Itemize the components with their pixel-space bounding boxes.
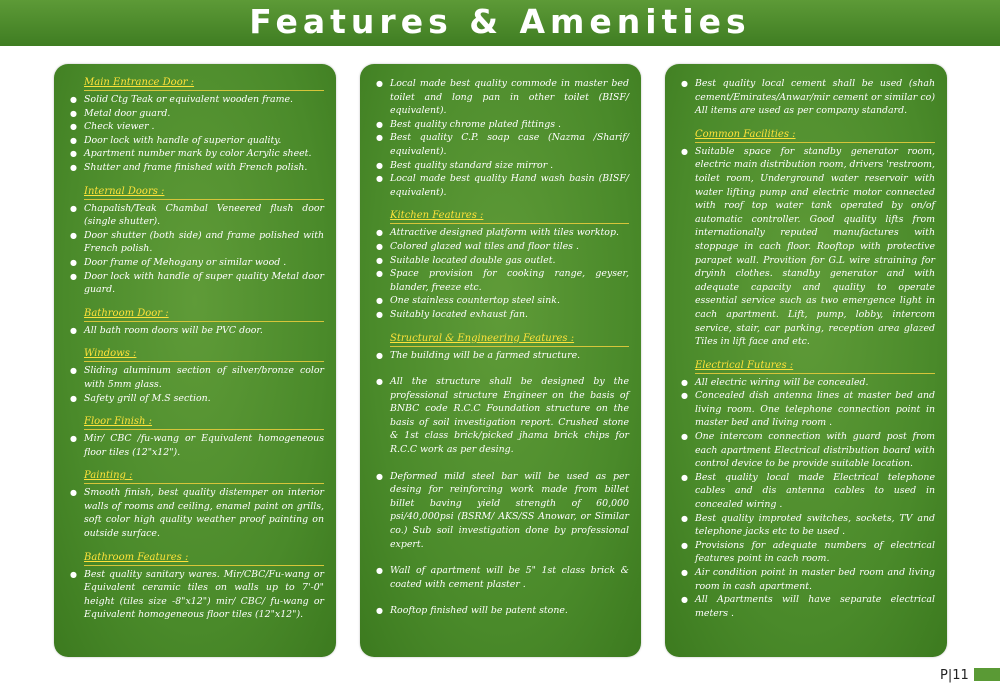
list-cement [679,77,935,118]
list-item: ● Local made best quality commode in master bed toilet and long pan in other toilet (BISF/ equivalent). [374,77,629,118]
column-1-panel [54,64,336,657]
list-structural-engineering [374,349,629,619]
section-title-kitchen-features: Kitchen Features : [390,210,629,224]
list-electrical-futures [679,376,935,621]
list-item: ● Apartment number mark by color Acrylic sheet. [68,147,324,161]
list-floor-finish [68,432,324,459]
list-item: ● All electric wiring will be concealed. [679,376,935,390]
list-item: ● Chapalish/Teak Chambal Veneered flush door (single shutter). [68,202,324,229]
page-title: Features & Amenities [249,2,751,41]
list-item: ● Sliding aluminum section of silver/bronze color with 5mm glass. [68,364,324,391]
list-item: ● Door frame of Mehogany or similar wood . [68,256,324,270]
list-item: ● Best quality C.P. soap case (Nazma /Sharif/ equivalent). [374,131,629,158]
list-item: ● Best quality improted switches, sockets, TV and telephone jacks etc to be used . [679,512,935,539]
list-item: ● Suitable located double gas outlet. [374,254,629,268]
list-common-facilities [679,145,935,349]
section-title-floor-finish: Floor Finish : [84,416,324,430]
list-item: ● All the structure shall be designed by the professional structure Engineer on the basis of BNBC code R.C.C Foundation structure on the basis of soil investigation report. Crushed stone & 1st class brick/picked jhama brick chips for R.C.C work as per desing. [374,375,629,457]
list-item: ● Best quality sanitary wares. Mir/CBC/Fu-wang or Equivalent ceramic tiles on walls up to 7'-0" height (tiles size -8"x12") mir/ CBC/ fu-wang or Equivalent homogeneous floor tiles (12"x12"). [68,568,324,622]
section-title-bathroom-door: Bathroom Door : [84,308,324,322]
column-3-panel [665,64,947,657]
list-item: ● Best quality local made Electrical telephone cables and dis antenna cables to used in concealed wiring . [679,471,935,512]
list-item: ● Check viewer . [68,120,324,134]
list-item: ● All bath room doors will be PVC door. [68,324,324,338]
section-title-internal-doors: Internal Doors : [84,186,324,200]
list-item: ● Shutter and frame finished with French polish. [68,161,324,175]
list-item: ● All Apartments will have separate electrical meters . [679,593,935,620]
list-item: ● Best quality standard size mirror . [374,159,629,173]
list-bathroom-features [68,568,324,622]
list-bathroom-features-continued [374,77,629,199]
list-item: ● Rooftop finished will be patent stone. [374,604,629,618]
list-item: ● Local made best quality Hand wash basin (BISF/ equivalent). [374,172,629,199]
list-item: ● Space provision for cooking range, geyser, blander, freeze etc. [374,267,629,294]
list-item: ● Colored glazed wal tiles and floor tiles . [374,240,629,254]
list-item: ● Suitable space for standby generator room, electric main distribution room, drivers 'restroom, toilet room, Underground water reservoir with water lifting pump and electric motor connected with roof top water tank operated by on/of automatic controller. Good quality lifts from internationally reputed manufactures with stoppage in cach floor. Rooftop with protective parapet wall. Provition for G.L wire straining for dryinh clothes. standby generator and with adequate capacity and quality to operate essential service such as two emergence light in cach apartment. Lift, pump, lobby, intercom service, stair, car parking, reception area glazed Tiles in lift face and etc. [679,145,935,349]
list-item: ● Deformed mild steel bar will be used as per desing for reinforcing work made from billet billet baving yield strength of 60,000 psi/40,000psi (BSRM/ AKS/SS Anowar, or Similar co.) Sub soil investigation done by professional expert. [374,470,629,552]
page-number: P|11 [940,668,969,683]
page-number-bar [974,668,1000,681]
section-title-main-entrance-door: Main Entrance Door : [84,77,324,91]
list-item: ● Best quality local cement shall be used (shah cement/Emirates/Anwar/mir cement or similar co) All items are used as per company standard. [679,77,935,118]
list-item: ● Best quality chrome plated fittings . [374,118,629,132]
column-2-panel [360,64,641,657]
list-item: ● Provisions for adequate numbers of electrical features point in cach room. [679,539,935,566]
list-item: ● Solid Ctg Teak or equivalent wooden frame. [68,93,324,107]
section-title-bathroom-features: Bathroom Features : [84,552,324,566]
list-internal-doors [68,202,324,297]
list-kitchen-features [374,226,629,321]
list-painting [68,486,324,540]
list-item: ● Door shutter (both side) and frame polished with French polish. [68,229,324,256]
list-item: ● Concealed dish antenna lines at master bed and living room. One telephone connection point in master bed and living room . [679,389,935,430]
section-title-painting: Painting : [84,470,324,484]
list-item: ● Door lock with handle of superior quality. [68,134,324,148]
title-banner [0,0,1000,46]
list-item: ● Safety grill of M.S section. [68,392,324,406]
list-windows [68,364,324,405]
list-item: ● The building will be a farmed structure. [374,349,629,363]
list-item: ● One intercom connection with guard post from each apartment Electrical distribution board with control device to be provide suitable location. [679,430,935,471]
list-item: ● Suitably located exhaust fan. [374,308,629,322]
list-item: ● Wall of apartment will be 5" 1st class brick & coated with cement plaster . [374,564,629,591]
list-main-entrance-door [68,93,324,175]
section-title-structural-engineering: Structural & Engineering Features : [390,333,629,347]
list-item: ● One stainless countertop steel sink. [374,294,629,308]
list-item: ● Mir/ CBC /fu-wang or Equivalent homogeneous floor tiles (12"x12"). [68,432,324,459]
list-item: ● Door lock with handle of super quality Metal door guard. [68,270,324,297]
list-item: ● Attractive designed platform with tiles worktop. [374,226,629,240]
list-item: ● Smooth finish, best quality distemper on interior walls of rooms and ceiling, enamel paint on grills, soft color high quality weather proof painting on outside surface. [68,486,324,540]
section-title-common-facilities: Common Facilities : [695,129,935,143]
list-item: ● Air condition point in master bed room and living room in cash apartment. [679,566,935,593]
section-title-windows: Windows : [84,348,324,362]
section-title-electrical-futures: Electrical Futures : [695,360,935,374]
list-item: ● Metal door guard. [68,107,324,121]
list-bathroom-door [68,324,324,338]
